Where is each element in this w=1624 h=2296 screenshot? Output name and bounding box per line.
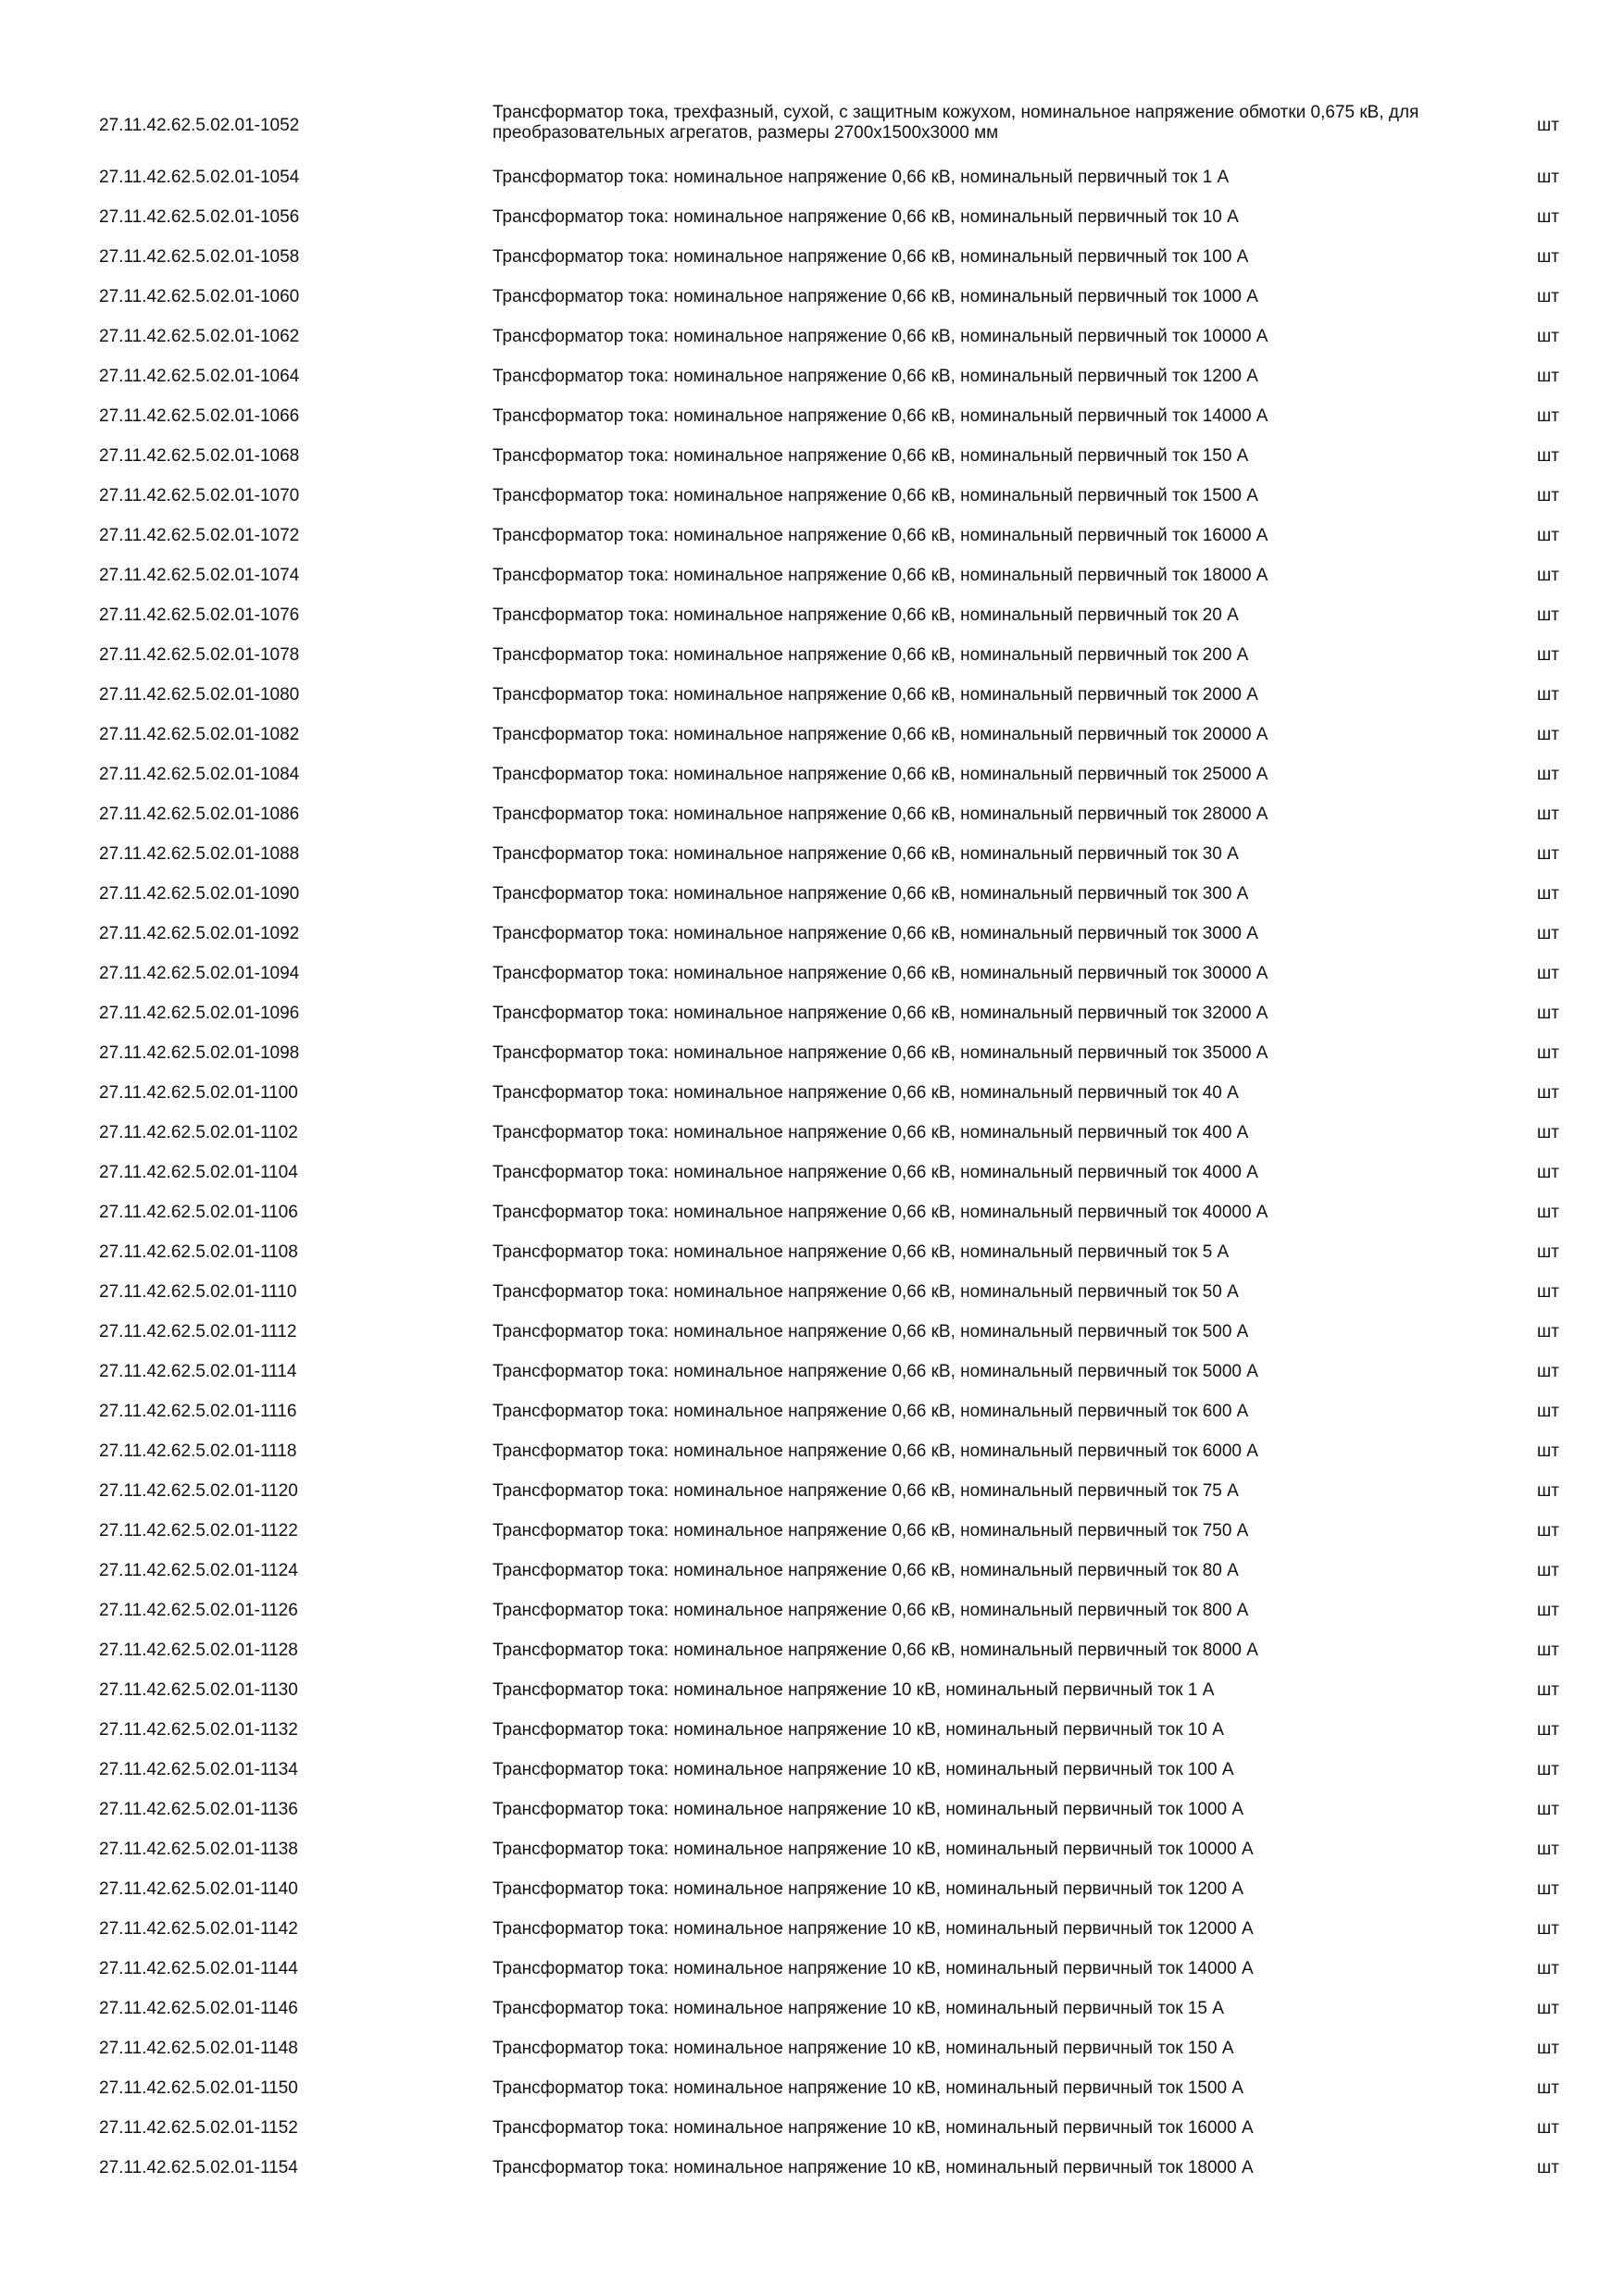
- item-code: 27.11.42.62.5.02.01-1052: [99, 116, 300, 135]
- item-code: 27.11.42.62.5.02.01-1118: [99, 1441, 297, 1461]
- item-code: 27.11.42.62.5.02.01-1136: [99, 1800, 298, 1819]
- item-code: 27.11.42.62.5.02.01-1128: [99, 1641, 298, 1660]
- item-unit: шт: [1537, 1680, 1559, 1700]
- item-description: Трансформатор тока: номинальное напряжение 0,66 кВ, номинальный первичный ток 750 А: [493, 1521, 1249, 1541]
- table-row: [0, 1748, 1624, 1788]
- item-code: 27.11.42.62.5.02.01-1110: [99, 1282, 297, 1302]
- item-description: Трансформатор тока: номинальное напряжение 0,66 кВ, номинальный первичный ток 25000 А: [493, 765, 1268, 784]
- item-code: 27.11.42.62.5.02.01-1114: [99, 1362, 297, 1381]
- item-unit: шт: [1537, 2039, 1559, 2058]
- item-code: 27.11.42.62.5.02.01-1092: [99, 924, 300, 943]
- item-code: 27.11.42.62.5.02.01-1130: [99, 1680, 298, 1700]
- item-code: 27.11.42.62.5.02.01-1124: [99, 1561, 298, 1580]
- table-row: [0, 792, 1624, 832]
- item-description: Трансформатор тока: номинальное напряжение 0,66 кВ, номинальный первичный ток 1500 А: [493, 486, 1258, 505]
- item-description: Трансформатор тока: номинальное напряжение 0,66 кВ, номинальный первичный ток 500 А: [493, 1322, 1249, 1341]
- item-code: 27.11.42.62.5.02.01-1072: [99, 526, 300, 545]
- item-code: 27.11.42.62.5.02.01-1090: [99, 884, 300, 904]
- item-unit: шт: [1537, 685, 1559, 705]
- table-row: [0, 832, 1624, 872]
- item-description: Трансформатор тока: номинальное напряжение 0,66 кВ, номинальный первичный ток 400 А: [493, 1123, 1249, 1142]
- table-row: [0, 1151, 1624, 1191]
- table-row: [0, 952, 1624, 992]
- item-unit: шт: [1537, 1720, 1559, 1740]
- item-unit: шт: [1537, 247, 1559, 267]
- item-code: 27.11.42.62.5.02.01-1064: [99, 367, 300, 386]
- table-row: [0, 593, 1624, 633]
- item-code: 27.11.42.62.5.02.01-1150: [99, 2078, 298, 2098]
- item-code: 27.11.42.62.5.02.01-1112: [99, 1322, 297, 1341]
- table-row: [0, 355, 1624, 394]
- item-unit: шт: [1537, 168, 1559, 187]
- item-description: Трансформатор тока: номинальное напряжение 0,66 кВ, номинальный первичный ток 4000 А: [493, 1163, 1258, 1182]
- table-row: [0, 1509, 1624, 1549]
- table-row: [0, 1589, 1624, 1628]
- item-description: Трансформатор тока: номинальное напряжение 0,66 кВ, номинальный первичный ток 80 А: [493, 1561, 1239, 1580]
- item-code: 27.11.42.62.5.02.01-1078: [99, 645, 300, 665]
- item-code: 27.11.42.62.5.02.01-1140: [99, 1879, 298, 1899]
- table-row: [0, 1270, 1624, 1310]
- table-row: [0, 1310, 1624, 1350]
- item-description: Трансформатор тока: номинальное напряжение 0,66 кВ, номинальный первичный ток 1200 А: [493, 367, 1258, 386]
- table-row: [0, 1111, 1624, 1151]
- item-unit: шт: [1537, 566, 1559, 585]
- item-code: 27.11.42.62.5.02.01-1068: [99, 446, 300, 466]
- table-row: [0, 1031, 1624, 1071]
- item-description: Трансформатор тока: номинальное напряжение 10 кВ, номинальный первичный ток 10000 А: [493, 1840, 1254, 1859]
- table-row: [0, 992, 1624, 1031]
- table-row: [0, 1708, 1624, 1748]
- item-description: Трансформатор тока: номинальное напряжение 0,66 кВ, номинальный первичный ток 1 А: [493, 168, 1230, 187]
- item-unit: шт: [1537, 1322, 1559, 1341]
- item-unit: шт: [1537, 924, 1559, 943]
- item-code: 27.11.42.62.5.02.01-1134: [99, 1760, 298, 1779]
- item-description: Трансформатор тока: номинальное напряжение 0,66 кВ, номинальный первичный ток 800 А: [493, 1601, 1249, 1620]
- item-description: Трансформатор тока: номинальное напряжение 10 кВ, номинальный первичный ток 1 А: [493, 1680, 1215, 1700]
- item-code: 27.11.42.62.5.02.01-1058: [99, 247, 300, 267]
- item-unit: шт: [1537, 765, 1559, 784]
- table-row: [0, 554, 1624, 593]
- item-description: Трансформатор тока: номинальное напряжение 0,66 кВ, номинальный первичный ток 18000 А: [493, 566, 1268, 585]
- item-description: Трансформатор тока: номинальное напряжение 0,66 кВ, номинальный первичный ток 150 А: [493, 446, 1249, 466]
- item-code: 27.11.42.62.5.02.01-1070: [99, 486, 300, 505]
- item-description: Трансформатор тока: номинальное напряжение 0,66 кВ, номинальный первичный ток 30 А: [493, 844, 1239, 864]
- item-description: Трансформатор тока: номинальное напряжение 10 кВ, номинальный первичный ток 1500 А: [493, 2078, 1244, 2098]
- table-row: [0, 1788, 1624, 1828]
- item-description: Трансформатор тока: номинальное напряжение 0,66 кВ, номинальный первичный ток 16000 А: [493, 526, 1268, 545]
- item-description: Трансформатор тока: номинальное напряжение 0,66 кВ, номинальный первичный ток 6000 А: [493, 1441, 1258, 1461]
- item-description: Трансформатор тока: номинальное напряжение 0,66 кВ, номинальный первичный ток 600 А: [493, 1402, 1249, 1421]
- item-description: Трансформатор тока: номинальное напряжение 0,66 кВ, номинальный первичный ток 5 А: [493, 1242, 1230, 1262]
- table-row: [0, 1867, 1624, 1907]
- table-row: [0, 1907, 1624, 1947]
- item-unit: шт: [1537, 2078, 1559, 2098]
- item-unit: шт: [1537, 207, 1559, 227]
- item-code: 27.11.42.62.5.02.01-1122: [99, 1521, 298, 1541]
- table-row: [0, 1230, 1624, 1270]
- item-unit: шт: [1537, 287, 1559, 306]
- table-row: [0, 1549, 1624, 1589]
- item-code: 27.11.42.62.5.02.01-1142: [99, 1919, 298, 1939]
- item-code: 27.11.42.62.5.02.01-1056: [99, 207, 300, 227]
- item-description: Трансформатор тока: номинальное напряжение 0,66 кВ, номинальный первичный ток 40000 А: [493, 1203, 1268, 1222]
- item-code: 27.11.42.62.5.02.01-1106: [99, 1203, 298, 1222]
- item-description: Трансформатор тока: номинальное напряжение 10 кВ, номинальный первичный ток 150 А: [493, 2039, 1234, 2058]
- item-code: 27.11.42.62.5.02.01-1104: [99, 1163, 298, 1182]
- item-unit: шт: [1537, 406, 1559, 426]
- table-row: [0, 1469, 1624, 1509]
- item-description: Трансформатор тока: номинальное напряжение 0,66 кВ, номинальный первичный ток 20000 А: [493, 725, 1268, 744]
- item-code: 27.11.42.62.5.02.01-1076: [99, 605, 300, 625]
- table-row: [0, 2106, 1624, 2146]
- item-description: Трансформатор тока: номинальное напряжение 0,66 кВ, номинальный первичный ток 30000 А: [493, 964, 1268, 983]
- item-description: Трансформатор тока: номинальное напряжение 0,66 кВ, номинальный первичный ток 14000 А: [493, 406, 1268, 426]
- item-description: Трансформатор тока: номинальное напряжение 10 кВ, номинальный первичный ток 15 А: [493, 1999, 1224, 2018]
- item-unit: шт: [1537, 2118, 1559, 2138]
- table-row: [0, 1350, 1624, 1390]
- table-row: [0, 96, 1624, 156]
- item-code: 27.11.42.62.5.02.01-1060: [99, 287, 300, 306]
- item-description: Трансформатор тока: номинальное напряжение 0,66 кВ, номинальный первичный ток 10 А: [493, 207, 1239, 227]
- item-code: 27.11.42.62.5.02.01-1144: [99, 1959, 298, 1978]
- item-unit: шт: [1537, 1999, 1559, 2018]
- item-code: 27.11.42.62.5.02.01-1108: [99, 1242, 298, 1262]
- item-description: Трансформатор тока: номинальное напряжение 10 кВ, номинальный первичный ток 1200 А: [493, 1879, 1244, 1899]
- item-unit: шт: [1537, 1561, 1559, 1580]
- item-description: Трансформатор тока: номинальное напряжение 0,66 кВ, номинальный первичный ток 3000 А: [493, 924, 1258, 943]
- item-description: Трансформатор тока, трехфазный, сухой, с защитным кожухом, номинальное напряжение обмотки 0,675 кВ, для преобразовательных агрегатов, размеры 2700x1500x3000 мм: [493, 103, 1419, 143]
- item-unit: шт: [1537, 1203, 1559, 1222]
- item-unit: шт: [1537, 486, 1559, 505]
- item-description: Трансформатор тока: номинальное напряжение 10 кВ, номинальный первичный ток 16000 А: [493, 2118, 1254, 2138]
- table-row: [0, 1987, 1624, 2027]
- item-code: 27.11.42.62.5.02.01-1062: [99, 327, 300, 346]
- item-unit: шт: [1537, 844, 1559, 864]
- item-code: 27.11.42.62.5.02.01-1082: [99, 725, 300, 744]
- table-row: [0, 673, 1624, 713]
- item-description: Трансформатор тока: номинальное напряжение 0,66 кВ, номинальный первичный ток 200 А: [493, 645, 1249, 665]
- table-row: [0, 1628, 1624, 1668]
- item-code: 27.11.42.62.5.02.01-1120: [99, 1481, 298, 1501]
- item-description: Трансформатор тока: номинальное напряжение 0,66 кВ, номинальный первичный ток 20 А: [493, 605, 1239, 625]
- table-row: [0, 713, 1624, 753]
- item-unit: шт: [1537, 1123, 1559, 1142]
- item-unit: шт: [1537, 1641, 1559, 1660]
- item-unit: шт: [1537, 645, 1559, 665]
- table-row: [0, 753, 1624, 792]
- item-code: 27.11.42.62.5.02.01-1054: [99, 168, 300, 187]
- table-row: [0, 156, 1624, 195]
- table-row: [0, 2146, 1624, 2186]
- item-unit: шт: [1537, 884, 1559, 904]
- item-code: 27.11.42.62.5.02.01-1088: [99, 844, 300, 864]
- item-unit: шт: [1537, 367, 1559, 386]
- item-code: 27.11.42.62.5.02.01-1094: [99, 964, 300, 983]
- table-row: [0, 394, 1624, 434]
- item-code: 27.11.42.62.5.02.01-1066: [99, 406, 300, 426]
- item-description: Трансформатор тока: номинальное напряжение 10 кВ, номинальный первичный ток 10 А: [493, 1720, 1224, 1740]
- item-unit: шт: [1537, 526, 1559, 545]
- item-code: 27.11.42.62.5.02.01-1154: [99, 2158, 298, 2177]
- item-description: Трансформатор тока: номинальное напряжение 0,66 кВ, номинальный первичный ток 10000 А: [493, 327, 1268, 346]
- item-code: 27.11.42.62.5.02.01-1148: [99, 2039, 298, 2058]
- item-unit: шт: [1537, 725, 1559, 744]
- item-description: Трансформатор тока: номинальное напряжение 0,66 кВ, номинальный первичный ток 100 А: [493, 247, 1249, 267]
- item-unit: шт: [1537, 446, 1559, 466]
- item-code: 27.11.42.62.5.02.01-1138: [99, 1840, 298, 1859]
- item-code: 27.11.42.62.5.02.01-1132: [99, 1720, 298, 1740]
- table-row: [0, 2066, 1624, 2106]
- item-unit: шт: [1537, 805, 1559, 824]
- item-unit: шт: [1537, 1840, 1559, 1859]
- item-code: 27.11.42.62.5.02.01-1074: [99, 566, 300, 585]
- item-code: 27.11.42.62.5.02.01-1080: [99, 685, 300, 705]
- item-description: Трансформатор тока: номинальное напряжение 0,66 кВ, номинальный первичный ток 300 А: [493, 884, 1249, 904]
- item-unit: шт: [1537, 1163, 1559, 1182]
- item-unit: шт: [1537, 1919, 1559, 1939]
- table-row: [0, 1668, 1624, 1708]
- item-unit: шт: [1537, 1004, 1559, 1023]
- item-unit: шт: [1537, 1362, 1559, 1381]
- item-description: Трансформатор тока: номинальное напряжение 0,66 кВ, номинальный первичный ток 40 А: [493, 1083, 1239, 1103]
- item-description: Трансформатор тока: номинальное напряжение 10 кВ, номинальный первичный ток 14000 А: [493, 1959, 1254, 1978]
- table-row: [0, 275, 1624, 315]
- item-unit: шт: [1537, 1521, 1559, 1541]
- item-description: Трансформатор тока: номинальное напряжение 0,66 кВ, номинальный первичный ток 28000 А: [493, 805, 1268, 824]
- table-row: [0, 434, 1624, 474]
- item-description: Трансформатор тока: номинальное напряжение 0,66 кВ, номинальный первичный ток 2000 А: [493, 685, 1258, 705]
- item-description: Трансформатор тока: номинальное напряжение 10 кВ, номинальный первичный ток 18000 А: [493, 2158, 1254, 2177]
- item-unit: шт: [1537, 327, 1559, 346]
- item-unit: шт: [1537, 1282, 1559, 1302]
- item-code: 27.11.42.62.5.02.01-1152: [99, 2118, 298, 2138]
- item-code: 27.11.42.62.5.02.01-1146: [99, 1999, 298, 2018]
- item-unit: шт: [1537, 1083, 1559, 1103]
- item-code: 27.11.42.62.5.02.01-1096: [99, 1004, 300, 1023]
- item-description: Трансформатор тока: номинальное напряжение 0,66 кВ, номинальный первичный ток 35000 А: [493, 1043, 1268, 1063]
- item-unit: шт: [1537, 1242, 1559, 1262]
- item-unit: шт: [1537, 1402, 1559, 1421]
- item-unit: шт: [1537, 1959, 1559, 1978]
- item-code: 27.11.42.62.5.02.01-1086: [99, 805, 300, 824]
- table-row: [0, 912, 1624, 952]
- item-unit: шт: [1537, 964, 1559, 983]
- item-unit: шт: [1537, 1481, 1559, 1501]
- item-description: Трансформатор тока: номинальное напряжение 0,66 кВ, номинальный первичный ток 75 А: [493, 1481, 1239, 1501]
- item-description: Трансформатор тока: номинальное напряжение 0,66 кВ, номинальный первичный ток 32000 А: [493, 1004, 1268, 1023]
- item-unit: шт: [1537, 1800, 1559, 1819]
- item-description: Трансформатор тока: номинальное напряжение 10 кВ, номинальный первичный ток 100 А: [493, 1760, 1234, 1779]
- item-code: 27.11.42.62.5.02.01-1098: [99, 1043, 300, 1063]
- table-row: [0, 1191, 1624, 1230]
- table-row: [0, 514, 1624, 554]
- table-row: [0, 1429, 1624, 1469]
- item-unit: шт: [1537, 1043, 1559, 1063]
- item-unit: шт: [1537, 1879, 1559, 1899]
- item-description: Трансформатор тока: номинальное напряжение 0,66 кВ, номинальный первичный ток 5000 А: [493, 1362, 1258, 1381]
- table-row: [0, 1071, 1624, 1111]
- item-unit: шт: [1537, 605, 1559, 625]
- item-unit: шт: [1537, 1760, 1559, 1779]
- table-row: [0, 195, 1624, 235]
- item-unit: шт: [1537, 2158, 1559, 2177]
- table-row: [0, 1390, 1624, 1429]
- catalog-table: [0, 96, 1624, 2186]
- table-row: [0, 315, 1624, 355]
- table-row: [0, 235, 1624, 275]
- item-unit: шт: [1537, 116, 1559, 135]
- item-code: 27.11.42.62.5.02.01-1116: [99, 1402, 297, 1421]
- table-row: [0, 633, 1624, 673]
- item-description: Трансформатор тока: номинальное напряжение 0,66 кВ, номинальный первичный ток 50 А: [493, 1282, 1239, 1302]
- item-code: 27.11.42.62.5.02.01-1126: [99, 1601, 298, 1620]
- item-unit: шт: [1537, 1601, 1559, 1620]
- item-description: Трансформатор тока: номинальное напряжение 0,66 кВ, номинальный первичный ток 8000 А: [493, 1641, 1258, 1660]
- table-row: [0, 2027, 1624, 2066]
- item-code: 27.11.42.62.5.02.01-1084: [99, 765, 300, 784]
- item-description: Трансформатор тока: номинальное напряжение 0,66 кВ, номинальный первичный ток 1000 А: [493, 287, 1258, 306]
- item-code: 27.11.42.62.5.02.01-1102: [99, 1123, 298, 1142]
- item-code: 27.11.42.62.5.02.01-1100: [99, 1083, 298, 1103]
- table-row: [0, 474, 1624, 514]
- item-description: Трансформатор тока: номинальное напряжение 10 кВ, номинальный первичный ток 1000 А: [493, 1800, 1244, 1819]
- table-row: [0, 872, 1624, 912]
- item-description: Трансформатор тока: номинальное напряжение 10 кВ, номинальный первичный ток 12000 А: [493, 1919, 1254, 1939]
- table-row: [0, 1947, 1624, 1987]
- table-row: [0, 1828, 1624, 1867]
- item-unit: шт: [1537, 1441, 1559, 1461]
